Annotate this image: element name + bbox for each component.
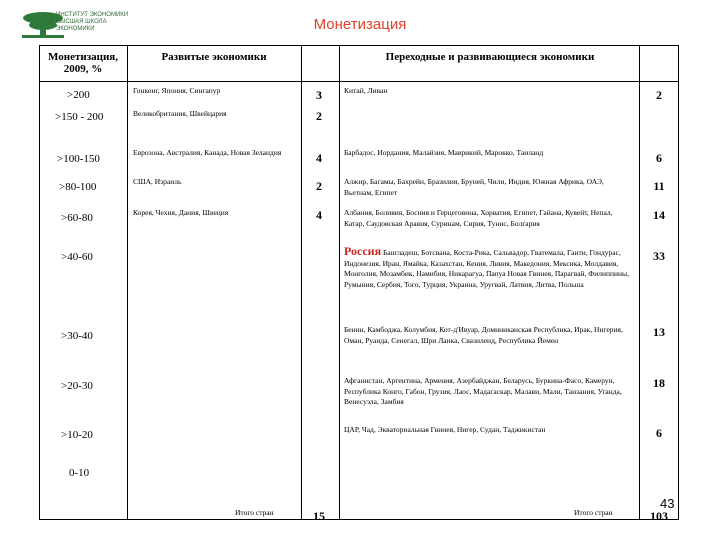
developed-total-label: Итого стран <box>235 508 274 517</box>
transition-count: 6 <box>656 426 662 440</box>
transition-total-label: Итого стран <box>574 508 613 517</box>
transition-count: 2 <box>656 88 662 102</box>
transition-countries: Барбадос, Иордания, Малайзия, Маврикий, Марокко, Таиланд <box>344 148 544 157</box>
transition-countries: Алжир, Багамы, Бахрейн, Бразилия, Бруней, Чили, Индия, Южная Африка, ОАЭ, Вьетнам, Египет <box>344 177 604 197</box>
transition-countries <box>344 246 634 290</box>
developed-count: 2 <box>316 109 322 123</box>
transition-countries-text: Бангладеш, Ботсвана, Коста-Рика, Сальвадор, Гватемала, Гаити, Гондурас, Индонезия, Иран, Ямайка, Казахстан, Кения, Ливия, Македония, Мексика, Молдавия, Монголия, Мозамбик, Намибия, Никарагуа, Папуа Новая Гвинея, Парагвай, Филиппины, Румыния, Сербия, Того, Турция, Украина, Уругвай, Латвия, Литва, Польша <box>344 248 629 289</box>
level-label: >80-100 <box>59 181 97 193</box>
level-label: >10-20 <box>61 429 93 441</box>
header-monetization: Монетизация, 2009, % <box>48 51 118 75</box>
transition-countries: Китай, Ливан <box>344 86 388 95</box>
transition-count: 33 <box>653 249 665 263</box>
level-label: >150 - 200 <box>55 111 104 123</box>
developed-countries: Еврозона, Австралия, Канада, Новая Зеландия <box>133 148 282 157</box>
page-title: Монетизация <box>313 16 407 33</box>
transition-count: 14 <box>653 208 665 222</box>
developed-count: 4 <box>316 151 322 165</box>
level-label: >30-40 <box>61 330 93 342</box>
header-developed: Развитые экономики <box>161 51 267 63</box>
transition-countries: Албания, Боливия, Босния и Герцеговина, Хорватия, Египет, Гайана, Кувейт, Непал, Катар, Саудовская Аравия, Суринам, Сирия, Тунис, Болгария <box>344 208 613 228</box>
logo-org-text: ИНСТИТУТ ЭКОНОМИКИ ВЫСШАЯ ШКОЛА ЭКОНОМИКИ <box>56 12 129 32</box>
level-label: >40-60 <box>61 251 93 263</box>
developed-count: 3 <box>316 88 322 102</box>
level-label: >60-80 <box>61 212 93 224</box>
level-label: >100-150 <box>57 153 100 165</box>
developed-countries: Корея, Чехия, Дания, Швеция <box>133 208 229 217</box>
transition-count: 13 <box>653 325 665 339</box>
developed-total: 15 <box>313 509 325 523</box>
transition-count: 18 <box>653 376 665 390</box>
transition-count: 6 <box>656 151 662 165</box>
transition-countries: Бенин, Камбоджа, Колумбия, Кот-д'Ивуар, Доминиканская Республика, Ирак, Нигерия, Оман, Руанда, Сенегал, Шри Ланка, Свазиленд, Республика Йемен <box>344 325 623 345</box>
level-label: >200 <box>67 89 90 101</box>
transition-countries: Афганистан, Аргентина, Армения, Азербайджан, Беларусь, Буркина-Фасо, Камерун, Республика Конго, Габон, Грузия, Лаос, Мадагаскар, Малави, Мали, Танзания, Уганда, Венесуэла, Замбия <box>344 376 622 406</box>
developed-countries: Великобритания, Швейцария <box>133 109 227 118</box>
monetization-table <box>39 45 679 523</box>
transition-count: 11 <box>653 179 665 193</box>
slide-number: 43 <box>660 496 675 511</box>
developed-countries: Гонконг, Япония, Сингапур <box>133 86 221 95</box>
developed-countries: США, Израиль <box>133 177 182 186</box>
level-label: 0-10 <box>69 467 90 479</box>
developed-count: 4 <box>316 208 322 222</box>
transition-countries: ЦАР, Чад, Экваториальная Гвинея, Нигер, Судан, Таджикистан <box>344 425 546 434</box>
transition-total: 103 <box>650 509 668 523</box>
header-transition: Переходные и развивающиеся экономики <box>385 51 595 63</box>
developed-count: 2 <box>316 179 322 193</box>
russia-highlight: Россия <box>344 244 382 258</box>
level-label: >20-30 <box>61 380 93 392</box>
